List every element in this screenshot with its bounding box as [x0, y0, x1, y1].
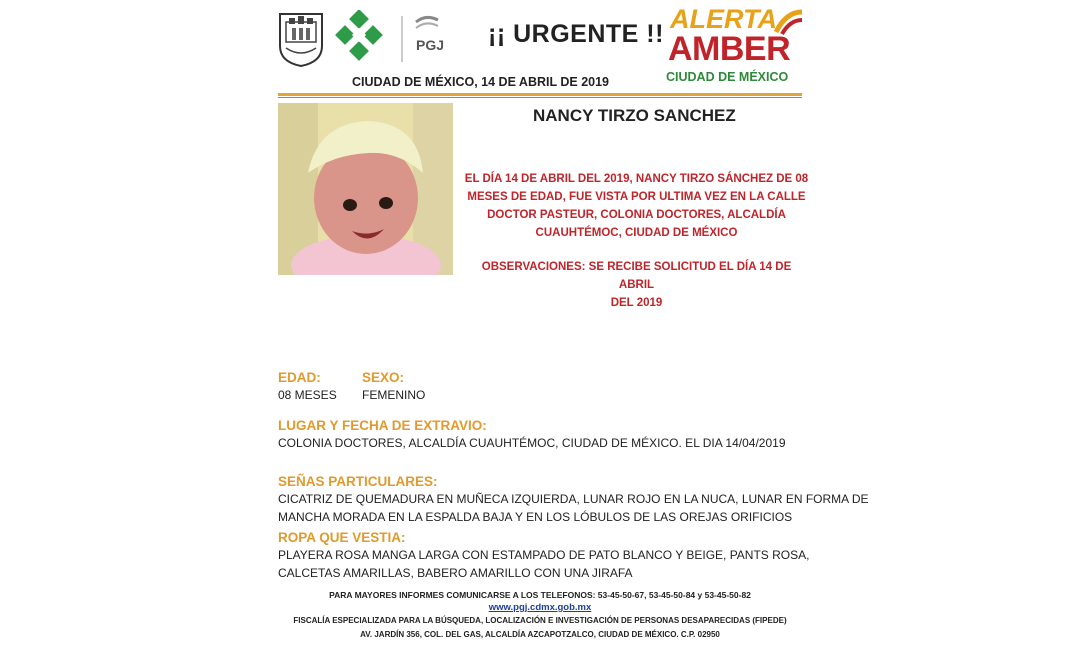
missing-person-photo [278, 103, 453, 275]
header-logos [278, 10, 448, 68]
age-label: EDAD: [278, 370, 321, 385]
description-line: MESES DE EDAD, FUE VISTA POR ULTIMA VEZ EN LA CALLE [467, 191, 806, 203]
amber-logo-line1: ALERTA [670, 4, 777, 34]
clothes-value-line: CALCETAS AMARILLAS, BABERO AMARILLO CON UNA JIRAFA [278, 566, 633, 580]
sex-label: SEXO: [362, 370, 405, 385]
clothes-label: ROPA QUE VESTIA: [278, 530, 406, 545]
signal-waves-icon [772, 8, 806, 36]
marks-label: SEÑAS PARTICULARES: [278, 474, 438, 489]
footer-office: FISCALÍA ESPECIALIZADA PARA LA BÚSQUEDA, LOCALIZACIÓN E INVESTIGACIÓN DE PERSONAS DESAPARECIDAS (FIPEDE) [293, 616, 787, 625]
event-description [464, 170, 809, 242]
clothes-value-line: PLAYERA ROSA MANGA LARGA CON ESTAMPADO DE PATO BLANCO Y BEIGE, PANTS ROSA, [278, 548, 810, 562]
observations [464, 258, 809, 312]
sex-value: FEMENINO [362, 388, 426, 402]
footer-phones: PARA MAYORES INFORMES COMUNICARSE A LOS TELEFONOS: 53-45-50-67, 53-45-50-84 y 53-45-50-82 [329, 590, 751, 600]
age-value: 08 MESES [278, 388, 337, 402]
observations-line: DEL 2019 [610, 297, 663, 309]
header-rule-thin [278, 97, 802, 98]
alerta-amber-logo [660, 4, 810, 88]
footer-url-wrap [278, 602, 802, 613]
pgj-logo-icon [416, 17, 438, 28]
place-label: LUGAR Y FECHA DE EXTRAVIO: [278, 418, 487, 433]
description-line: DOCTOR PASTEUR, COLONIA DOCTORES, ALCALDÍA [487, 209, 786, 221]
place-value: COLONIA DOCTORES, ALCALDÍA CUAUHTÉMOC, CIUDAD DE MÉXICO. EL DIA 14/04/2019 [278, 436, 786, 450]
city-coat-of-arms-icon [280, 14, 322, 66]
marks-value-line: CICATRIZ DE QUEMADURA EN MUÑECA IZQUIERDA, LUNAR ROJO EN LA NUCA, LUNAR EN FORMA DE [278, 492, 869, 506]
urgent-heading: ¡¡ URGENTE !! [488, 20, 664, 48]
pgj-label: PGJ [416, 37, 445, 53]
observations-line: OBSERVACIONES: SE RECIBE SOLICITUD EL DÍA 14 DE ABRIL [481, 261, 792, 291]
website-link[interactable]: www.pgj.cdmx.gob.mx [488, 602, 592, 613]
amber-logo-line3: CIUDAD DE MÉXICO [666, 70, 789, 84]
marks-value-line: MANCHA MORADA EN LA ESPALDA BAJA Y EN LOS LÓBULOS DE LAS OREJAS ORIFICIOS [278, 510, 793, 524]
cdmx-logo-icon [335, 10, 383, 61]
amber-logo-line2: AMBER [668, 30, 791, 68]
description-line: EL DÍA 14 DE ABRIL DEL 2019, NANCY TIRZO SÁNCHEZ DE 08 [464, 173, 809, 185]
dateline: CIUDAD DE MÉXICO, 14 DE ABRIL DE 2019 [352, 75, 610, 89]
description-line: CUAUHTÉMOC, CIUDAD DE MÉXICO [535, 227, 738, 239]
footer-address: AV. JARDÍN 356, COL. DEL GAS, ALCALDÍA AZCAPOTZALCO, CIUDAD DE MÉXICO. C.P. 02950 [360, 630, 720, 639]
person-name: NANCY TIRZO SANCHEZ [533, 106, 736, 125]
header-rule [278, 93, 802, 96]
